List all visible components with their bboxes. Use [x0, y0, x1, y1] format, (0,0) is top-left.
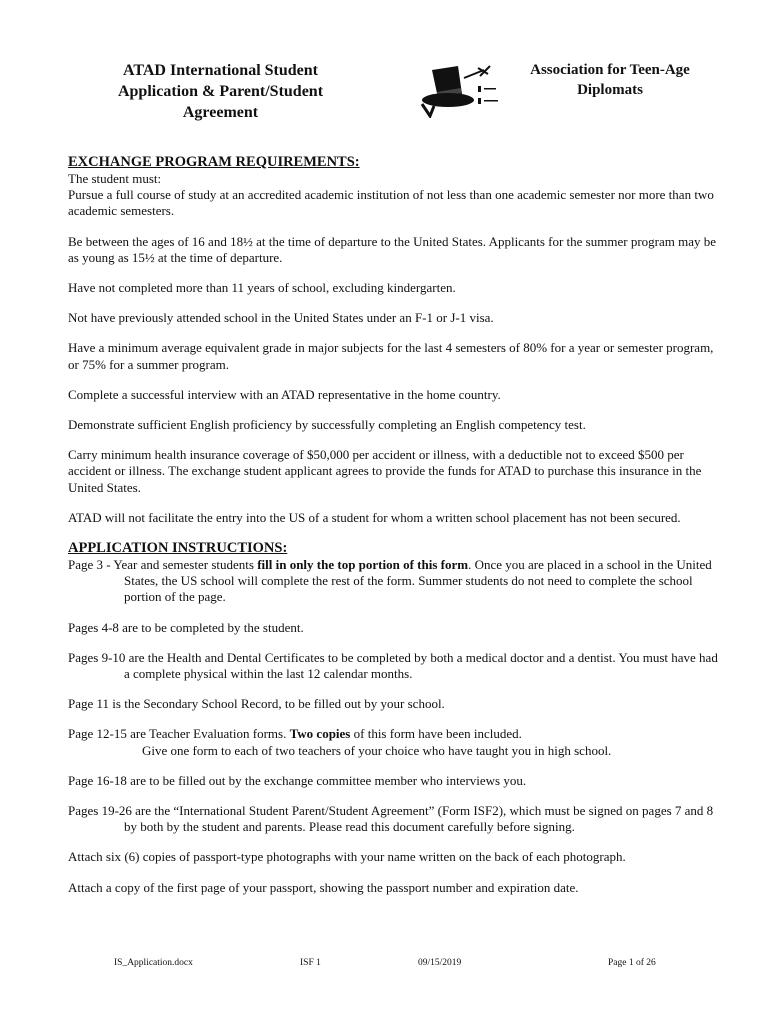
instruction-text: Page 3 - Year and semester students [68, 557, 258, 573]
footer-date: 09/15/2019 [418, 958, 462, 968]
instruction-page-3 [68, 557, 718, 606]
organization-name [512, 60, 708, 100]
requirement-8: Carry minimum health insurance coverage of $50,000 per accident or illness, with a deductible not to exceed $500 per accident or illness. The exchange student applicant agrees to provide the funds for ATAD to purchase this insurance in the United States. [68, 447, 702, 495]
footer-form: ISF 1 [300, 958, 321, 968]
document-title [98, 60, 343, 123]
requirements-intro: The student must: [68, 171, 162, 186]
requirement-5: Have a minimum average equivalent grade in major subjects for the last 4 semesters of 80% for a year or semester program, or 75% for a summer program. [68, 340, 714, 372]
instructions-heading: APPLICATION INSTRUCTIONS: [68, 540, 288, 557]
instruction-text: . Once you are placed in a school in the United States, the US school will complete the rest of the form. Summer students do not need to complete the school portion of the page. [124, 557, 712, 605]
title-line-2: Application & Parent/Student [117, 83, 324, 100]
instruction-passport: Attach a copy of the first page of your passport, showing the passport number and expiration date. [68, 879, 579, 895]
title-line-3: Agreement [182, 104, 259, 121]
instruction-photos: Attach six (6) copies of passport-type photographs with your name written on the back of each photograph. [68, 849, 626, 865]
requirement-1: Pursue a full course of study at an accredited academic institution of not less than one academic semester nor more than two academic semesters. [68, 187, 714, 219]
instruction-pages-12-15 [68, 726, 718, 742]
instruction-emphasis: Two copies [289, 726, 351, 742]
document-body [68, 154, 718, 896]
instruction-emphasis: fill in only the top portion of this form [257, 557, 469, 573]
requirement-2: Be between the ages of 16 and 18½ at the time of departure to the United States. Applicants for the summer program may be as young as 15½ at the time of departure. [68, 233, 717, 265]
top-hat-logo-icon [418, 60, 504, 118]
instruction-page-11: Page 11 is the Secondary School Record, to be filled out by your school. [68, 696, 445, 712]
requirement-6: Complete a successful interview with an ATAD representative in the home country. [68, 386, 501, 402]
instruction-pages-16-18: Page 16-18 are to be filled out by the exchange committee member who interviews you. [68, 772, 527, 788]
instruction-text: of this form have been included. [350, 726, 522, 742]
instruction-pages-9-10: Pages 9-10 are the Health and Dental Certificates to be completed by both a medical doctor and a dentist. You must have had a complete physical within the last 12 calendar months. [68, 649, 718, 682]
instruction-pages-19-26: Pages 19-26 are the “International Student Parent/Student Agreement” (Form ISF2), which must be signed on pages 7 and 8 by both by the student and parents. Please read this document carefully before signing. [68, 803, 714, 835]
instruction-pages-4-8: Pages 4-8 are to be completed by the student. [68, 619, 304, 635]
requirement-9: ATAD will not facilitate the entry into the US of a student for whom a written school placement has not been secured. [68, 509, 681, 525]
requirements-heading: EXCHANGE PROGRAM REQUIREMENTS: [68, 154, 360, 170]
title-line-1: ATAD International Student [123, 62, 318, 79]
footer-filename: IS_Application.docx [114, 958, 193, 968]
org-line-1: Association for Teen-Age [530, 62, 690, 78]
requirement-3: Have not completed more than 11 years of school, excluding kindergarten. [68, 280, 456, 296]
footer-page-number: Page 1 of 26 [608, 958, 656, 968]
requirement-7: Demonstrate sufficient English proficiency by successfully completing an English competency test. [68, 417, 586, 433]
instruction-teacher-note: Give one form to each of two teachers of your choice who have taught you in high school. [142, 742, 612, 758]
org-line-2: Diplomats [577, 82, 643, 98]
requirement-4: Not have previously attended school in the United States under an F-1 or J-1 visa. [68, 310, 494, 326]
instruction-text: Page 12-15 are Teacher Evaluation forms. [68, 726, 290, 742]
